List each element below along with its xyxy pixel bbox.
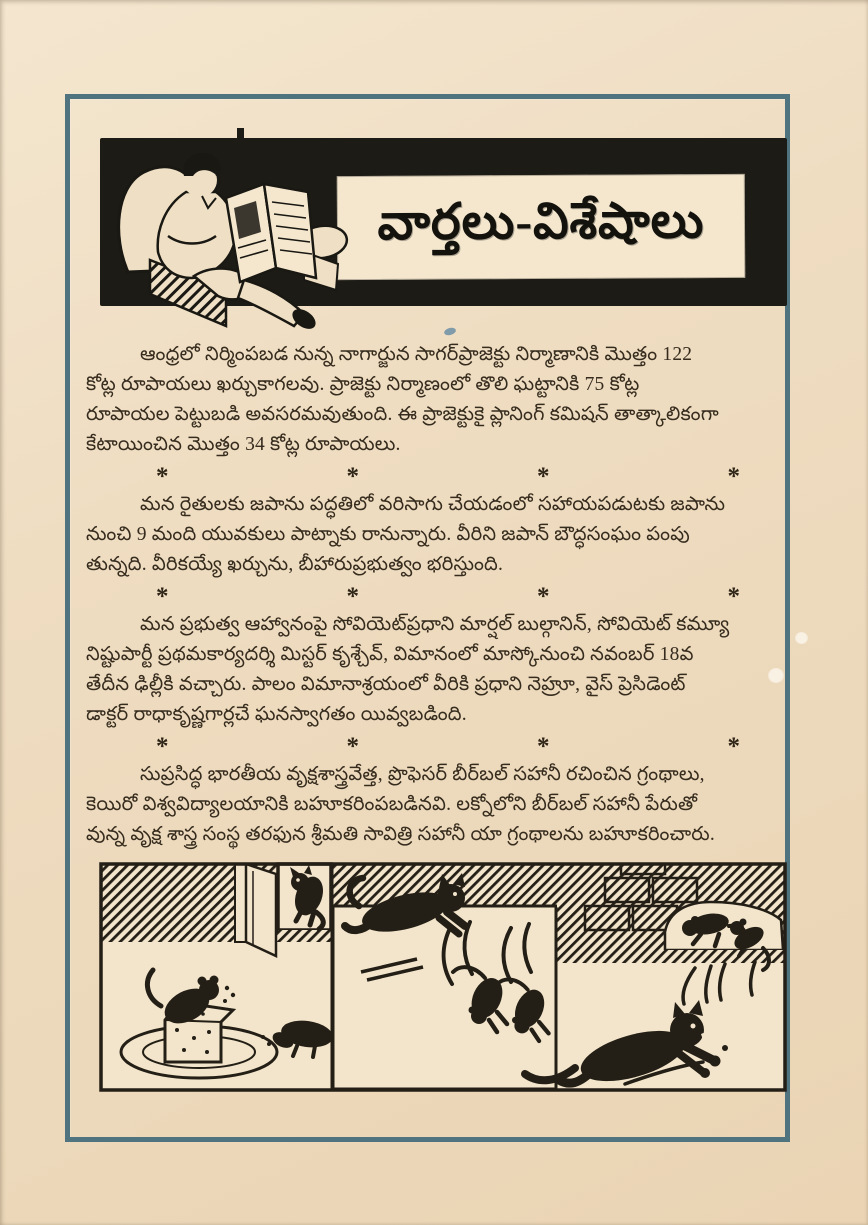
news-paragraph bbox=[86, 610, 792, 730]
paragraph-line: కేటాయించిన మొత్తం 34 కోట్ల రూపాయలు. bbox=[86, 434, 401, 455]
star-separator-glyph: * bbox=[156, 733, 169, 760]
news-paragraph bbox=[86, 490, 792, 580]
star-separator-glyph: * bbox=[346, 733, 359, 760]
news-paragraph bbox=[86, 760, 792, 850]
paragraph-line: మన ప్రభుత్వ ఆహ్వానంపై సోవియెట్‌ప్రధాని మార్షల్ బుల్గానిన్, సోవియెట్ కమ్యూ bbox=[140, 614, 730, 635]
star-separator-glyph: * bbox=[346, 463, 359, 490]
paragraph-line: తేదీన ఢిల్లీకి వచ్చారు. పాలం విమానాశ్రయంలో వీరికి ప్రధాని నెహ్రూ, వైస్ ప్రెసిడెంట్ bbox=[86, 674, 686, 695]
newspaper bbox=[226, 184, 316, 282]
door-sill bbox=[278, 930, 331, 942]
paragraph-line: కోట్ల రూపాయలు ఖర్చుకాగలవు. ప్రాజెక్టు నిర్మాణంలో తొలి ఘట్టానికి 75 కోట్ల bbox=[86, 374, 640, 395]
open-door bbox=[246, 864, 276, 956]
star-separator-row bbox=[86, 730, 792, 760]
paragraph-line: నుంచి 9 మంది యువకులు పాట్నాకు రానున్నారు. వీరిని జపాన్ బౌద్ధసంఘం పంపు bbox=[86, 524, 690, 545]
reader-illustration bbox=[98, 140, 350, 332]
news-paragraph bbox=[86, 340, 792, 460]
paragraph-line: తున్నది. వీరికయ్యే ఖర్చును, బీహారుప్రభుత్వం భరిస్తుంది. bbox=[86, 554, 504, 575]
comic-strip bbox=[99, 862, 787, 1092]
masthead-title: వార్తలు-విశేషాలు bbox=[377, 191, 705, 250]
star-separator-glyph: * bbox=[537, 733, 550, 760]
paragraph-line: నిష్టుపార్టీ ప్రథమకార్యదర్శి మిస్టర్ కృశ్చేవ్, విమానంలో మాస్కోనుంచి నవంబర్ 18వ bbox=[86, 644, 694, 665]
star-separator-row bbox=[86, 580, 792, 610]
star-separator-glyph: * bbox=[156, 583, 169, 610]
paragraph-line: డాక్టర్ రాధాకృష్ణగార్లచే ఘనస్వాగతం యివ్వబడింది. bbox=[86, 704, 467, 725]
comic-panel-2 bbox=[332, 864, 557, 1089]
door-jamb bbox=[235, 864, 246, 942]
ledge-hatching bbox=[557, 950, 785, 963]
star-separator-glyph: * bbox=[727, 463, 740, 490]
star-separator-glyph: * bbox=[537, 583, 550, 610]
paragraph-line: రూపాయల పెట్టుబడి అవసరమవుతుంది. ఈ ప్రాజెక్టుకై ప్లానింగ్ కమిషన్ తాత్కాలికంగా bbox=[86, 404, 719, 425]
punch-hole bbox=[795, 632, 808, 644]
paragraph-line: వున్న వృక్ష శాస్త్ర సంస్థ తరఫున శ్రీమతి సావిత్రి సహానీ యా గ్రంథాలను బహూకరించారు. bbox=[86, 824, 715, 845]
paragraph-line: మన రైతులకు జపాను పద్ధతిలో వరిసాగు చేయడంలో సహాయపడుటకు జపాను bbox=[140, 494, 726, 515]
star-separator-row bbox=[86, 460, 792, 490]
paragraph-line: సుప్రసిద్ధ భారతీయ వృక్షశాస్త్రవేత్త, ప్రొఫెసర్ బీర్‌బల్ సహానీ రచించిన గ్రంథాలు, bbox=[140, 764, 705, 785]
paragraph-line: ఆంధ్రలో నిర్మింపబడ నున్న నాగార్జున సాగర్‌ప్రాజెక్టు నిర్మాణానికి మొత్తం 122 bbox=[140, 344, 693, 365]
star-separator-glyph: * bbox=[537, 463, 550, 490]
punch-hole bbox=[768, 668, 784, 683]
star-separator-glyph: * bbox=[346, 583, 359, 610]
star-separator-glyph: * bbox=[156, 463, 169, 490]
paragraph-line: కెయిరో విశ్వవిద్యాలయానికి బహూకరింపబడినవి. లక్నోలోని బీర్‌బల్ సహానీ పేరుతో bbox=[86, 794, 698, 815]
star-separator-glyph: * bbox=[727, 733, 740, 760]
article bbox=[86, 340, 792, 850]
star-separator-glyph: * bbox=[727, 583, 740, 610]
masthead-title-box bbox=[337, 174, 746, 280]
